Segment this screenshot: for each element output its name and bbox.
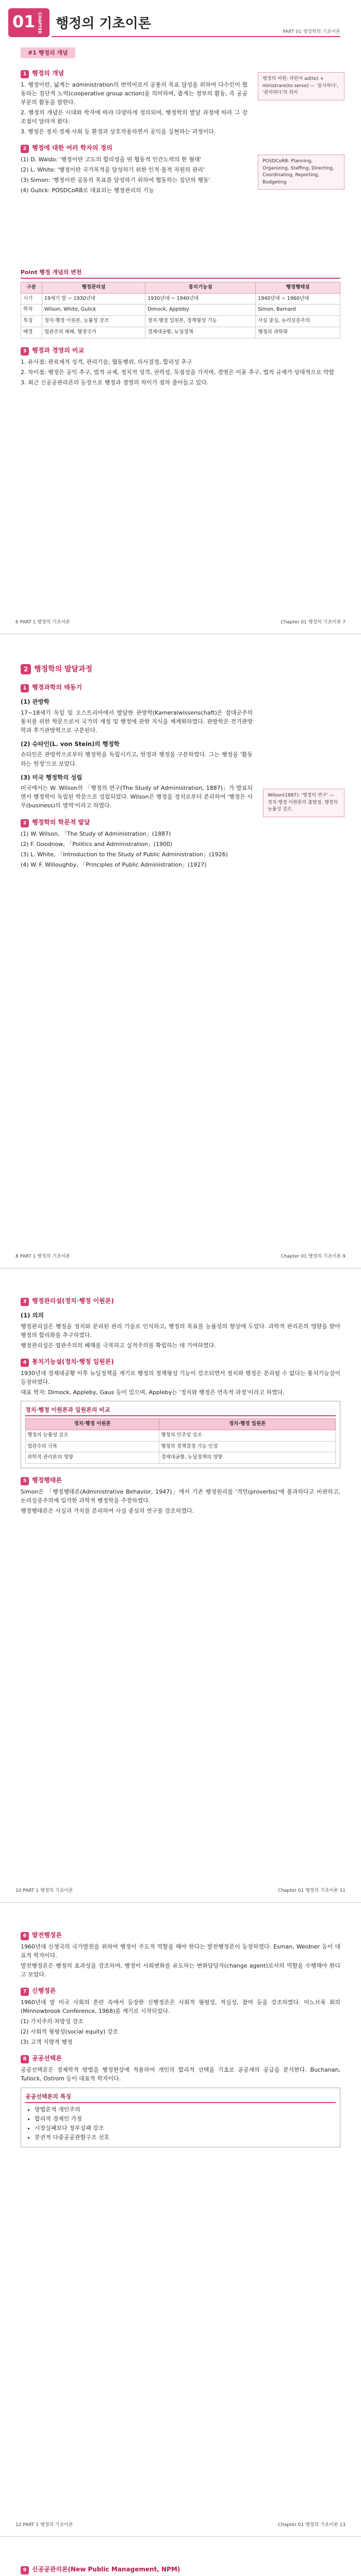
side-note: Wilson(1887): '행정의 연구' — 정치·행정 이원론의 출발점. 행정의 능률성 강조.: [263, 789, 344, 817]
section-number-icon: 2: [21, 664, 31, 674]
para: 행정행태론은 사실과 가치를 분리하여 사실 중심의 연구를 강조하였다.: [21, 1507, 194, 1515]
side-note-2: POSDCoRB: Planning, Organizing, Staffing, Directing, Coordinating, Reporting, Budgeting: [258, 155, 344, 190]
para: 공공선택론은 경제학적 방법을 행정현상에 적용하여 개인의 합리적 선택을 기초로 공공재의 공급을 분석한다. Buchanan, Tullock, Ostrom 등이 대표적 학자이다.: [21, 2066, 340, 2082]
table-title: Point 행정 개념의 변천: [21, 268, 340, 279]
box-title: 공공선택론의 특징: [25, 2092, 336, 2103]
para: 17~18세기 독일 및 오스트리아에서 발달한 관방학(Kameralwissenschaft)은 절대군주의 통치를 위한 학문으로서 국가의 재정 및 행정에 관한 지식을 체계화하였다. 관방학은 전기관방학과 후기관방학으로 구분된다.: [21, 709, 253, 734]
table-header: 행정관리설: [42, 282, 145, 294]
para: 1. 행정이란, 넓게는 administration의 번역어로서 공통의 목표 달성을 위하여 다수인이 협동하는 집단적 노력(cooperative group action)을 의미하며, 좁게는 정부의 활동, 즉 공공 부문의 활동을 말한다.: [21, 81, 248, 106]
section-number-icon: 2: [21, 145, 29, 153]
page-2-content: [21, 655, 253, 871]
para: 미국에서는 W. Wilson의 「행정의 연구(The Study of Administration, 1887)」가 발표되면서 행정학이 독립된 학문으로 성립되었다. Wilson은 행정을 정치로부터 분리하여 '행정은 사무(business)의 영역'이라고 하였다.: [21, 785, 253, 809]
section-head-1: 1 행정의 개념: [21, 69, 248, 78]
para: 1960년대 신생국의 국가발전을 위하여 행정이 주도적 역할을 해야 한다는 발전행정론이 등장하였다. Esman, Weidner 등이 대표적 학자이다.: [21, 1943, 340, 1959]
page-5: [0, 2537, 361, 2576]
page-4: [0, 1903, 361, 2536]
section-head: 4 통치기능설(정치·행정 일원론): [21, 1357, 340, 1367]
footer-right: Chapter 01 행정의 기초이론 9: [281, 1254, 346, 1260]
table-row: 학자 Wilson, White, Gulick Dimock, Appleby Simon, Barnard: [21, 304, 340, 316]
para: 1930년대 경제대공황 이후 뉴딜정책을 계기로 행정의 정책형성 기능이 강조되면서 정치와 행정은 분리될 수 없다는 통치기능설이 등장하였다.: [21, 1369, 340, 1385]
section-banner: #1 행정의 개념: [21, 47, 75, 58]
chapter-divider: [52, 36, 340, 37]
table-row: 과학적 관리론의 영향 경제대공황, 뉴딜정책의 영향: [26, 1452, 336, 1464]
side-note-1: 행정의 어원: 라틴어 ad(to) + ministrare(to serve) — '봉사하다', '관리하다'의 의미: [258, 72, 344, 100]
section-number-icon: 5: [21, 1477, 29, 1485]
section-number-icon: 8: [21, 2055, 29, 2063]
para: (1) D. Waldo: '행정이란 고도의 합리성을 띤 협동적 인간노력의 한 형태': [21, 156, 202, 163]
section-head: 2 행정학의 학문적 발달: [21, 818, 253, 827]
section-number-icon: 3: [21, 1298, 29, 1306]
section-head: 7 신행정론: [21, 1986, 340, 1996]
para: 1. 유사점: 관료제적 성격, 관리기술, 협동행위, 의사결정, 합리성 추구: [21, 358, 192, 365]
para: 2. 행정의 개념은 시대와 학자에 따라 다양하게 정의되며, 행정학의 발달 과정에 따라 그 강조점이 달라져 왔다.: [21, 109, 248, 125]
footer-left: 10 PART 1 행정의 기초이론: [15, 1888, 73, 1894]
table-row: 시기 19세기 말 ~ 1930년대 1930년대 ~ 1940년대 1940년대 ~ 1960년대: [21, 293, 340, 304]
section-head: 3 행정관리설(정치·행정 이원론): [21, 1296, 340, 1306]
para: 발전행정론은 행정의 효과성을 강조하며, 행정이 사회변화를 유도하는 변화담당자(change agent)로서의 역할을 수행해야 한다고 보았다.: [21, 1962, 340, 1978]
para: 행정관리설은 엽관주의의 폐해를 극복하고 실적주의를 확립하는 데 기여하였다.: [21, 1342, 216, 1349]
feature-box: [21, 2088, 340, 2147]
box-title: 정치·행정 이원론과 일원론의 비교: [25, 1405, 336, 1416]
big-section-head: 2 행정학의 발달과정: [21, 664, 253, 675]
chapter-header: [0, 0, 361, 40]
page-1-content: [21, 44, 248, 197]
footer-right: Chapter 01 행정의 기초이론 11: [277, 1888, 346, 1894]
comparison-table: [25, 1418, 336, 1464]
para: 3. 행정은 정치·경제·사회 등 환경과 상호작용하면서 공익을 실현하는 과정이다.: [21, 128, 216, 135]
table-row: 행정의 능률성 강조 행정의 민주성 강조: [26, 1430, 336, 1441]
page-3: [0, 1268, 361, 1902]
para: (4) Gulick: POSDCoRB로 대표되는 행정관리의 기능: [21, 187, 154, 194]
table-row: 엽관주의 극복 행정의 정책결정 기능 인정: [26, 1441, 336, 1452]
table-header: 행정행태설: [256, 282, 340, 294]
page-1: [0, 0, 361, 634]
subhead: (1) 관방학: [21, 698, 50, 705]
page-5-content: [21, 2557, 340, 2576]
chapter-badge: [8, 8, 50, 37]
section-head: 1 행정과학의 태동기: [21, 683, 253, 692]
para: 3. 최근 신공공관리론의 등장으로 행정과 경영의 차이가 점차 줄어들고 있다.: [21, 379, 209, 386]
para: (2) L. White: '행정이란 국가목적을 달성하기 위한 인적·물적 자원의 관리': [21, 166, 205, 174]
list-item: • 방법론적 개인주의: [35, 2105, 336, 2114]
chapter-title: 행정의 기초이론: [56, 16, 151, 31]
para: 1960년대 말 미국 사회의 혼란 속에서 등장한 신행정론은 사회적 형평성, 적실성, 참여 등을 강조하였다. 미노브룩 회의(Minnowbrook Conference, 1968)를 계기로 시작되었다.: [21, 1999, 340, 2015]
concept-table: [21, 282, 340, 338]
subhead: (3) 미국 행정학의 성립: [21, 773, 83, 781]
chapter-number: 01: [12, 12, 36, 31]
section-head: 6 발전행정론: [21, 1930, 340, 1940]
section-number-icon: 1: [21, 70, 29, 78]
para: 슈타인은 관방학으로부터 행정학을 독립시키고, 헌정과 행정을 구분하였다. 그는 행정을 '활동하는 헌정'으로 보았다.: [21, 751, 253, 767]
subhead: (1) 의의: [21, 1312, 44, 1319]
para: (3) 고객 지향적 행정: [21, 2039, 73, 2046]
para: 2. 차이점: 행정은 공익 추구, 법적 규제, 정치적 성격, 권력성, 독점성을 가지며, 경영은 이윤 추구, 법적 규제가 상대적으로 약함: [21, 368, 335, 376]
chapter-subtitle: PART 01 행정학의 기초이론: [283, 29, 340, 35]
section-head-2: 2 행정에 대한 여러 학자의 정의: [21, 143, 248, 153]
section-number-icon: 4: [21, 1359, 29, 1367]
section-number-icon: 7: [21, 1988, 29, 1996]
para: (3) L. White, 「Introduction to the Study of Public Administration」(1926): [21, 851, 228, 858]
chapter-badge-label: CHAPTER: [37, 12, 42, 34]
para: (2) F. Goodnow, 「Politics and Administration」(1900): [21, 840, 173, 848]
para: (4) W. F. Willoughby, 「Principles of Public Administration」(1927): [21, 861, 207, 868]
page-4-content: [21, 1923, 340, 2151]
feature-list: [35, 2105, 336, 2142]
page-2: [0, 634, 361, 1268]
section-head: 8 공공선택론: [21, 2054, 340, 2063]
para: Simon은 「행정행태론(Administrative Behavior, 1947)」에서 기존 행정원리를 '격언(proverbs)'에 불과하다고 비판하고, 논리실증주의에 입각한 과학적 행정학을 주장하였다.: [21, 1488, 340, 1504]
table-row: 배경 엽관주의 폐해, 행정국가 경제대공황, 뉴딜정책 행정의 과학화: [21, 327, 340, 338]
para: (1) W. Wilson, 「The Study of Administration」(1887): [21, 830, 171, 837]
para: (2) 사회적 형평성(social equity) 강조: [21, 2028, 119, 2036]
table-header: 정치·행정 이원론: [26, 1419, 159, 1430]
section-number-icon: 9: [21, 2566, 29, 2574]
section-head: 9 신공공관리론(New Public Management, NPM): [21, 2565, 340, 2574]
footer-left: 8 PART 1 행정의 기초이론: [15, 1254, 70, 1260]
list-item: • 합리적 경제인 가정: [35, 2114, 336, 2123]
page-3-content: [21, 1289, 340, 1517]
footer-left: 6 PART 1 행정의 기초이론: [15, 620, 70, 625]
para: 대표 학자: Dimock, Appleby, Gaus 등이 있으며, Appleby는 '정치와 행정은 연속적 과정'이라고 하였다.: [21, 1389, 285, 1396]
section-head: 5 행정행태론: [21, 1476, 340, 1485]
footer-right: Chapter 01 행정의 기초이론 13: [277, 2522, 346, 2528]
footer-left: 12 PART 1 행정의 기초이론: [15, 2522, 73, 2528]
table-header: 통치기능설: [145, 282, 256, 294]
para: (1) 가치주의·처방성 강조: [21, 2018, 84, 2025]
section-number-icon: 6: [21, 1932, 29, 1940]
section-number-icon: 2: [21, 819, 29, 827]
list-item: • 분권적 다중공공관할구조 선호: [35, 2133, 336, 2142]
para: (3) Simon: '행정이란 공동의 목표를 달성하기 위하여 협동하는 집단의 행동': [21, 177, 210, 184]
table-header: 정치·행정 일원론: [159, 1419, 336, 1430]
table-header: 구분: [21, 282, 42, 294]
table-row: 특징 정치·행정 이원론, 능률성 강조 정치·행정 일원론, 정책형성 기능 사실 중심, 논리실증주의: [21, 316, 340, 327]
comparison-box: [21, 1401, 340, 1468]
section-number-icon: 3: [21, 347, 29, 355]
para: 행정관리설은 행정을 정치와 분리된 관리 기술로 인식하고, 행정의 목표를 능률성의 향상에 두었다. 과학적 관리론의 영향을 받아 행정의 합리화를 추구하였다.: [21, 1323, 340, 1338]
footer-right: Chapter 01 행정의 기초이론 7: [281, 620, 346, 625]
subhead: (2) 슈타인(L. von Stein)의 행정학: [21, 740, 120, 748]
list-item: • 시장실패보다 정부실패 강조: [35, 2124, 336, 2132]
page-1-table-area: [21, 268, 340, 388]
section-head-3: 3 행정과 경영의 비교: [21, 346, 340, 355]
section-number-icon: 1: [21, 684, 29, 692]
